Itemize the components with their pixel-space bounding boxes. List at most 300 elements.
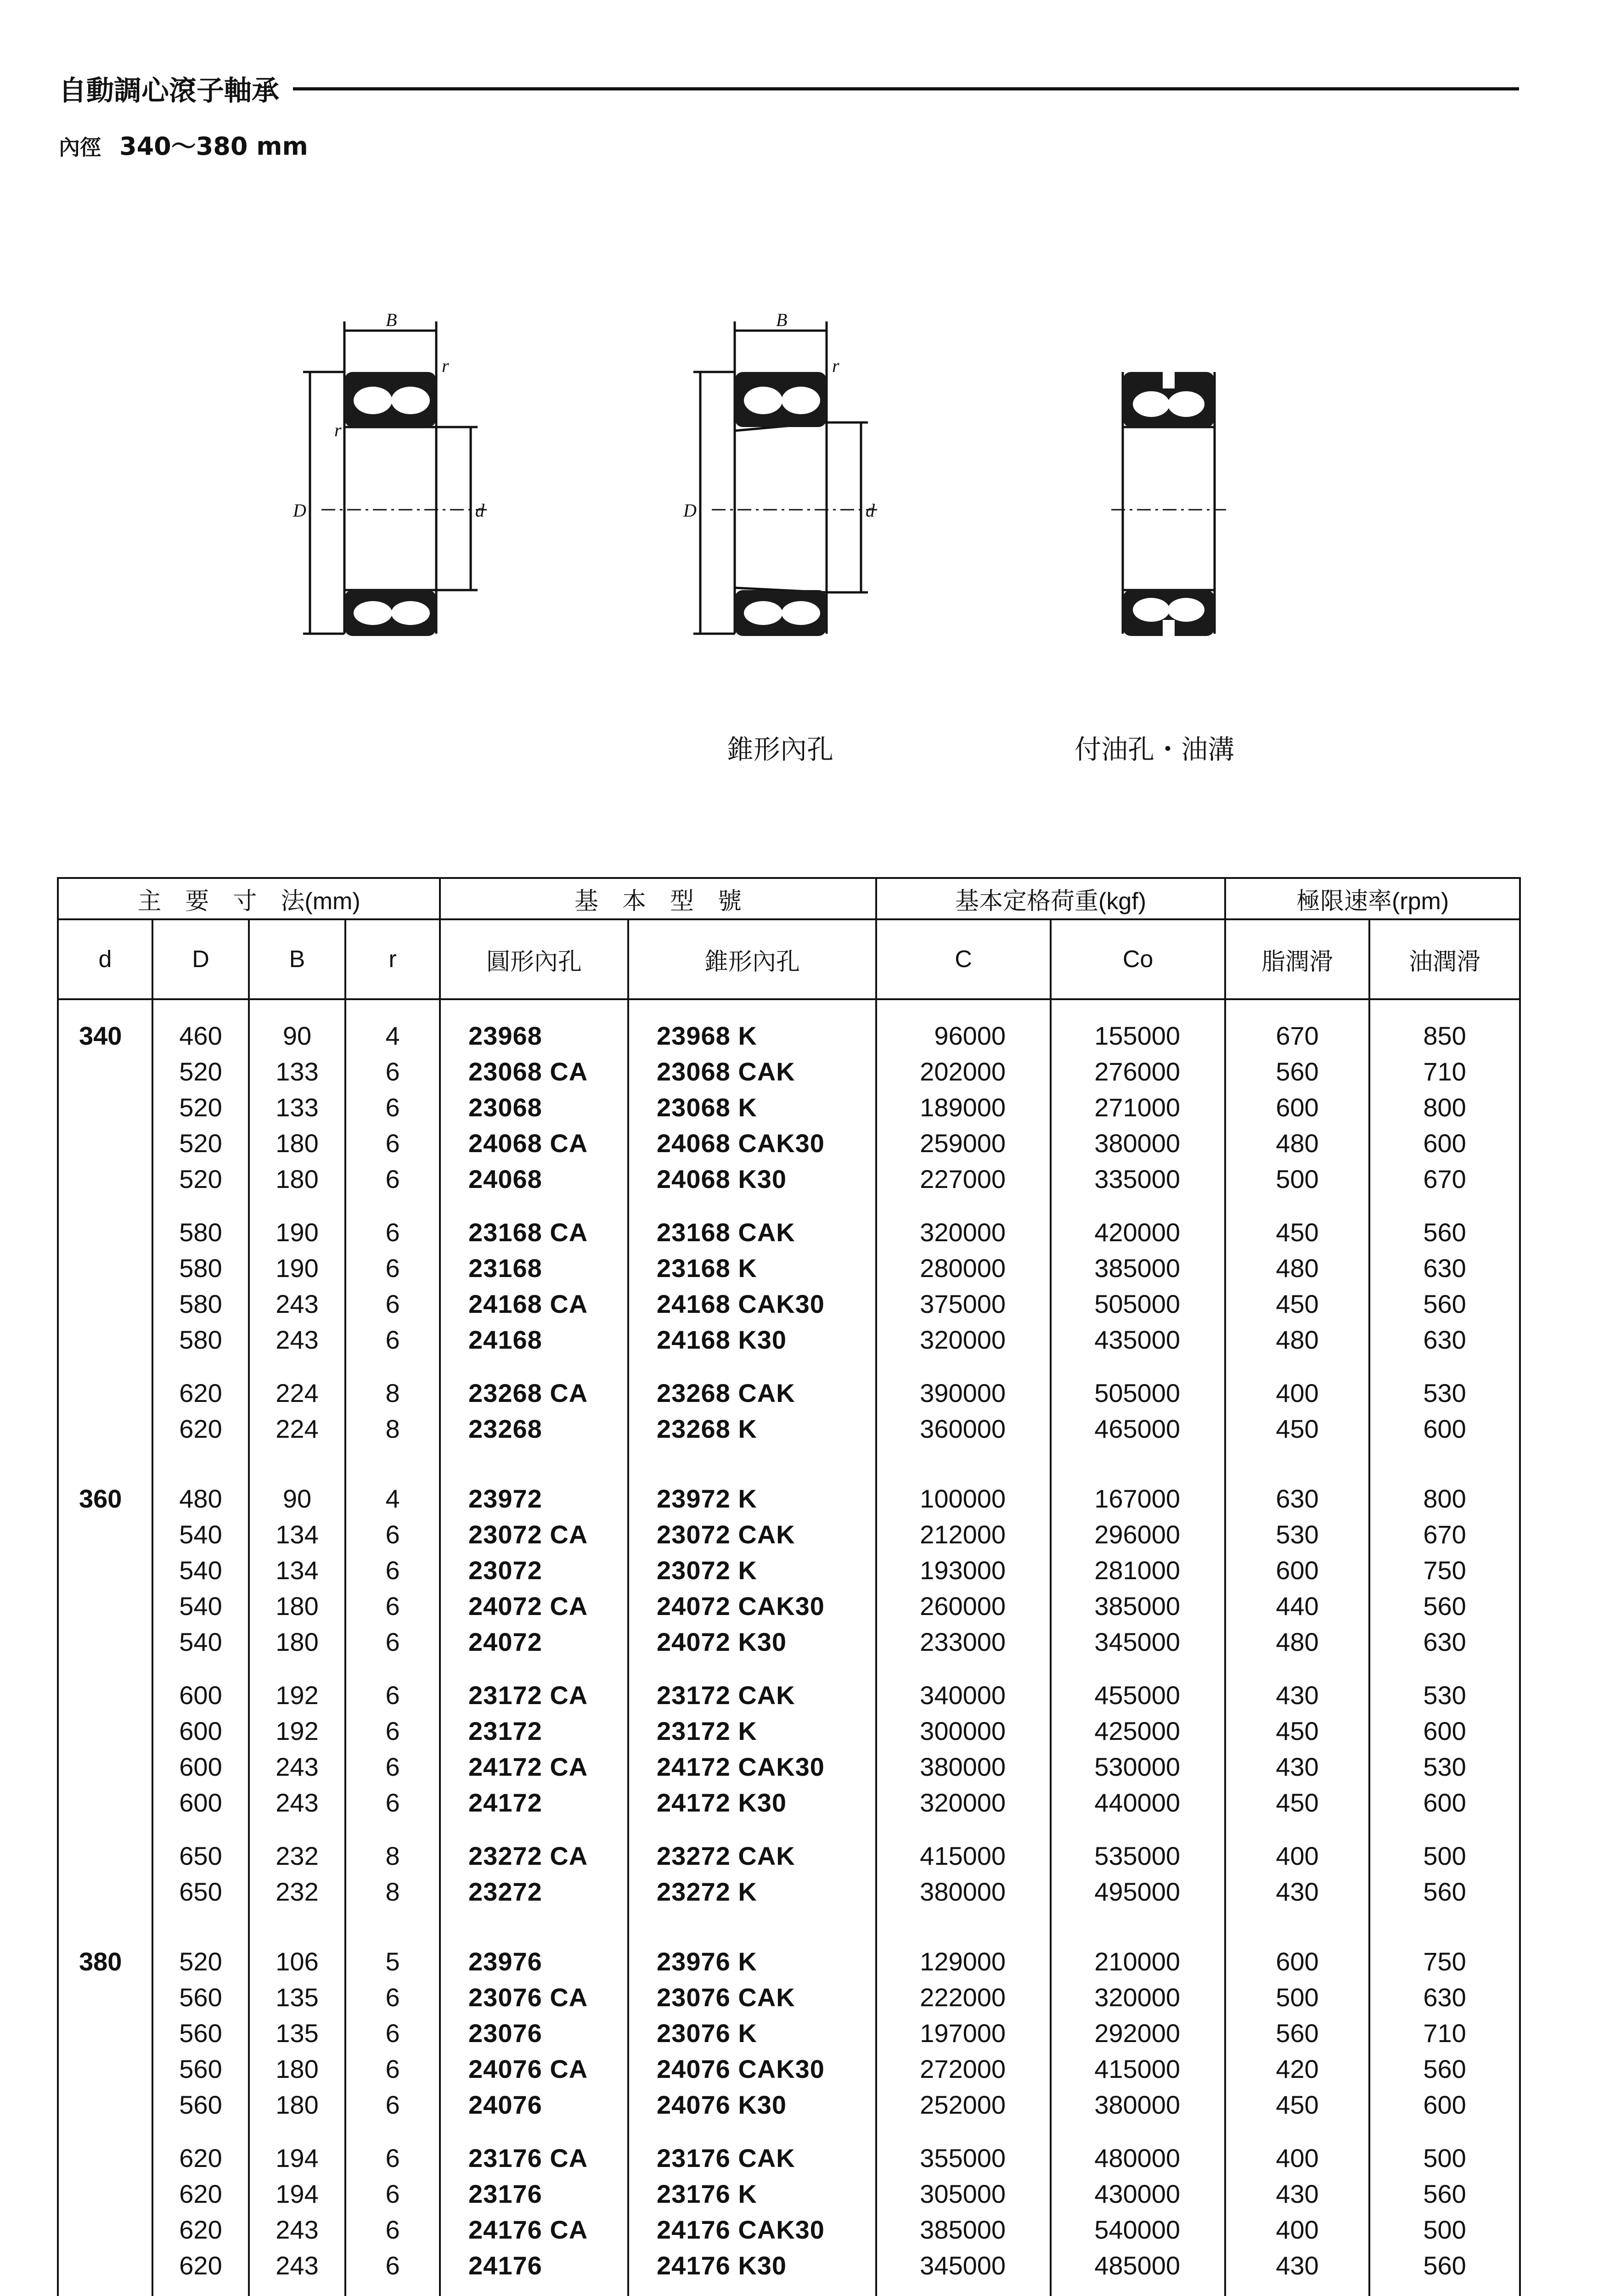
cell-o: 500 (1369, 2212, 1520, 2247)
cell-m1: 23272 CA (440, 1838, 628, 1874)
cell-r: 6 (345, 1214, 440, 1250)
cell-Co: 345000 (1051, 1624, 1225, 1660)
cell-r: 4 (345, 1480, 440, 1516)
cell-B: 243 (249, 1749, 345, 1784)
cell-d (58, 1322, 152, 1357)
cell-D: 620 (152, 2140, 249, 2176)
cell-B: 190 (249, 1250, 345, 1286)
cell-B: 180 (249, 2087, 345, 2122)
cell-d (58, 1411, 152, 1446)
cell-B: 232 (249, 1838, 345, 1874)
cell-Co: 380000 (1051, 1125, 1225, 1161)
cell-B: 192 (249, 1677, 345, 1713)
cell-C: 360000 (876, 1411, 1051, 1446)
cell-D: 580 (152, 1286, 249, 1322)
col-C: C (876, 919, 1051, 999)
cell-r: 8 (345, 1838, 440, 1874)
cell-m2: 23068 K (628, 1089, 876, 1125)
cell-d (58, 1677, 152, 1713)
cell-g: 400 (1225, 2212, 1369, 2247)
cell-o: 670 (1369, 1516, 1520, 1552)
cell-C: 320000 (876, 1214, 1051, 1250)
cell-d (58, 2247, 152, 2283)
cell-m2: 24168 CAK30 (628, 1286, 876, 1322)
cell-m1: 24068 (440, 1161, 628, 1197)
cell-Co: 335000 (1051, 1161, 1225, 1197)
table-row (58, 1784, 1520, 1820)
cell-m2: 23176 CAK (628, 2140, 876, 2176)
cell-g: 600 (1225, 1089, 1369, 1125)
cell-B: 224 (249, 1375, 345, 1411)
table-body (58, 999, 1520, 2296)
cell-B: 133 (249, 1089, 345, 1125)
cell-o: 850 (1369, 1018, 1520, 1053)
cell-r: 6 (345, 1979, 440, 2015)
cell-D: 520 (152, 1089, 249, 1125)
cell-d (58, 2140, 152, 2176)
cell-o: 600 (1369, 1411, 1520, 1446)
cell-B: 180 (249, 1161, 345, 1197)
cell-m2: 23272 CAK (628, 1838, 876, 1874)
cell-r: 6 (345, 1125, 440, 1161)
table-row (58, 1480, 1520, 1516)
table-row (58, 1053, 1520, 1089)
cell-D: 460 (152, 1018, 249, 1053)
cell-B: 190 (249, 1214, 345, 1250)
label-D-2: D (683, 500, 697, 521)
cell-g: 450 (1225, 1411, 1369, 1446)
cell-C: 96000 (876, 1018, 1051, 1053)
cell-C: 380000 (876, 1749, 1051, 1784)
table-row (58, 1713, 1520, 1749)
cell-r: 6 (345, 2176, 440, 2212)
cell-r: 6 (345, 1624, 440, 1660)
cell-d: 380 (58, 1943, 152, 1979)
cell-m1: 23068 CA (440, 1053, 628, 1089)
cell-m1: 23168 (440, 1250, 628, 1286)
table-row (58, 1214, 1520, 1250)
cell-Co: 485000 (1051, 2247, 1225, 2283)
cell-d (58, 1874, 152, 1909)
cell-o: 630 (1369, 1624, 1520, 1660)
cell-m1: 24176 CA (440, 2212, 628, 2247)
cell-Co: 292000 (1051, 2015, 1225, 2051)
label-B-2: B (776, 312, 788, 330)
page-header (59, 69, 1519, 162)
table-row (58, 1375, 1520, 1411)
cell-m2: 23176 K (628, 2176, 876, 2212)
cell-o: 560 (1369, 1286, 1520, 1322)
cell-C: 202000 (876, 1053, 1051, 1089)
cell-o: 750 (1369, 1943, 1520, 1979)
cell-B: 135 (249, 2015, 345, 2051)
page-title: 自動調心滾子軸承 (59, 75, 279, 107)
cell-Co: 296000 (1051, 1516, 1225, 1552)
cell-m1: 24068 CA (440, 1125, 628, 1161)
cell-m2: 24176 CAK30 (628, 2212, 876, 2247)
cell-B: 194 (249, 2140, 345, 2176)
cell-d (58, 1214, 152, 1250)
label-d-2: d (866, 500, 875, 521)
cell-D: 620 (152, 2247, 249, 2283)
cell-d: 340 (58, 1018, 152, 1053)
cell-d: 360 (58, 1480, 152, 1516)
cell-D: 650 (152, 1874, 249, 1909)
cell-m2: 24072 CAK30 (628, 1588, 876, 1624)
cell-C: 380000 (876, 1874, 1051, 1909)
col-grease: 脂潤滑 (1225, 919, 1369, 999)
cell-m2: 23172 CAK (628, 1677, 876, 1713)
cell-B: 180 (249, 1125, 345, 1161)
cell-m2: 23976 K (628, 1943, 876, 1979)
cell-C: 320000 (876, 1784, 1051, 1820)
cell-o: 630 (1369, 1322, 1520, 1357)
cell-Co: 276000 (1051, 1053, 1225, 1089)
cell-g: 400 (1225, 1375, 1369, 1411)
cell-Co: 420000 (1051, 1214, 1225, 1250)
cell-r: 6 (345, 1552, 440, 1588)
cell-d (58, 1552, 152, 1588)
cell-B: 243 (249, 2247, 345, 2283)
cell-d (58, 1053, 152, 1089)
cell-d (58, 1375, 152, 1411)
cell-C: 259000 (876, 1125, 1051, 1161)
cell-m1: 24076 CA (440, 2051, 628, 2087)
group-header-row (58, 878, 1520, 919)
cell-d (58, 1784, 152, 1820)
cell-C: 345000 (876, 2247, 1051, 2283)
table-row (58, 1250, 1520, 1286)
cell-B: 243 (249, 1784, 345, 1820)
cell-B: 180 (249, 2051, 345, 2087)
cell-m1: 24172 CA (440, 1749, 628, 1784)
cell-m1: 23272 (440, 1874, 628, 1909)
header-model: 基 本 型 號 (440, 878, 876, 919)
cell-m1: 24076 (440, 2087, 628, 2122)
row-spacer (58, 1357, 1520, 1375)
cell-r: 6 (345, 1322, 440, 1357)
cell-r: 8 (345, 1874, 440, 1909)
cell-m1: 23168 CA (440, 1214, 628, 1250)
cell-D: 540 (152, 1624, 249, 1660)
cell-o: 600 (1369, 1713, 1520, 1749)
cell-m2: 23072 CAK (628, 1516, 876, 1552)
cell-m1: 23176 CA (440, 2140, 628, 2176)
cell-D: 520 (152, 1053, 249, 1089)
cell-m1: 23172 (440, 1713, 628, 1749)
cell-r: 6 (345, 1749, 440, 1784)
cell-Co: 281000 (1051, 1552, 1225, 1588)
cell-m1: 24168 (440, 1322, 628, 1357)
cell-m2: 24076 K30 (628, 2087, 876, 2122)
row-spacer (58, 1820, 1520, 1838)
cell-m1: 23968 (440, 1018, 628, 1053)
table-row (58, 1161, 1520, 1197)
cell-B: 90 (249, 1480, 345, 1516)
cell-B: 243 (249, 1286, 345, 1322)
cell-m2: 24068 CAK30 (628, 1125, 876, 1161)
label-r: r (442, 355, 449, 376)
cell-r: 6 (345, 1286, 440, 1322)
cell-d (58, 1749, 152, 1784)
cell-D: 560 (152, 1979, 249, 2015)
cell-B: 243 (249, 1322, 345, 1357)
col-B: B (249, 919, 345, 999)
cell-r: 8 (345, 1411, 440, 1446)
cell-o: 600 (1369, 1125, 1520, 1161)
col-d: d (58, 919, 152, 999)
cell-g: 600 (1225, 1552, 1369, 1588)
diagram-cylindrical-bore (276, 312, 514, 661)
cell-r: 6 (345, 2087, 440, 2122)
table-row (58, 2140, 1520, 2176)
cell-C: 385000 (876, 2212, 1051, 2247)
table-row (58, 1943, 1520, 1979)
cell-r: 6 (345, 2140, 440, 2176)
diagram-oil-groove (1102, 358, 1231, 661)
cell-g: 400 (1225, 2140, 1369, 2176)
cell-D: 620 (152, 1375, 249, 1411)
cell-m2: 23172 K (628, 1713, 876, 1749)
row-spacer (58, 1660, 1520, 1677)
cell-m1: 24168 CA (440, 1286, 628, 1322)
column-header-row (58, 919, 1520, 999)
cell-C: 197000 (876, 2015, 1051, 2051)
cell-C: 260000 (876, 1588, 1051, 1624)
cell-B: 180 (249, 1588, 345, 1624)
cell-m2: 23168 K (628, 1250, 876, 1286)
cell-Co: 167000 (1051, 1480, 1225, 1516)
row-spacer (58, 1197, 1520, 1214)
row-spacer (58, 2122, 1520, 2140)
col-round-bore: 圓形內孔 (440, 919, 628, 999)
cell-B: 133 (249, 1053, 345, 1089)
subtitle-label: 內徑 (59, 135, 101, 160)
col-oil: 油潤滑 (1369, 919, 1520, 999)
cell-D: 620 (152, 2176, 249, 2212)
header-speed: 極限速率(rpm) (1225, 878, 1520, 919)
cell-D: 580 (152, 1322, 249, 1357)
cell-d (58, 1089, 152, 1125)
header-dims: 主 要 寸 法(mm) (58, 878, 440, 919)
cell-g: 450 (1225, 2087, 1369, 2122)
cell-Co: 440000 (1051, 1784, 1225, 1820)
cell-m1: 23076 CA (440, 1979, 628, 2015)
cell-D: 600 (152, 1749, 249, 1784)
cell-m1: 23268 CA (440, 1375, 628, 1411)
col-D: D (152, 919, 249, 999)
cell-D: 620 (152, 2212, 249, 2247)
cell-r: 6 (345, 1677, 440, 1713)
table-row (58, 1874, 1520, 1909)
cell-B: 135 (249, 1979, 345, 2015)
cell-g: 500 (1225, 1161, 1369, 1197)
cell-o: 750 (1369, 1552, 1520, 1588)
cell-D: 520 (152, 1125, 249, 1161)
cell-o: 560 (1369, 1214, 1520, 1250)
cell-D: 540 (152, 1588, 249, 1624)
cell-Co: 385000 (1051, 1250, 1225, 1286)
caption-oil-groove: 付油孔・油溝 (1075, 734, 1235, 765)
cell-Co: 210000 (1051, 1943, 1225, 1979)
cell-m1: 24172 (440, 1784, 628, 1820)
cell-Co: 465000 (1051, 1411, 1225, 1446)
cell-D: 560 (152, 2051, 249, 2087)
cell-C: 212000 (876, 1516, 1051, 1552)
cell-D: 540 (152, 1552, 249, 1588)
page-subtitle (59, 127, 1519, 162)
cell-C: 355000 (876, 2140, 1051, 2176)
cell-C: 129000 (876, 1943, 1051, 1979)
cell-C: 320000 (876, 1322, 1051, 1357)
table-row (58, 1588, 1520, 1624)
cell-o: 710 (1369, 1053, 1520, 1089)
cell-Co: 455000 (1051, 1677, 1225, 1713)
cell-m1: 23176 (440, 2176, 628, 2212)
cell-m2: 24068 K30 (628, 1161, 876, 1197)
cell-m2: 24176 K30 (628, 2247, 876, 2283)
cell-o: 630 (1369, 1250, 1520, 1286)
label-r-inner: r (334, 420, 342, 440)
cell-C: 100000 (876, 1480, 1051, 1516)
cell-D: 540 (152, 1516, 249, 1552)
cell-r: 6 (345, 2015, 440, 2051)
caption-tapered-bore: 錐形內孔 (727, 734, 834, 765)
cell-m2: 24072 K30 (628, 1624, 876, 1660)
cell-C: 252000 (876, 2087, 1051, 2122)
cell-C: 300000 (876, 1713, 1051, 1749)
cell-m1: 23172 CA (440, 1677, 628, 1713)
cell-C: 340000 (876, 1677, 1051, 1713)
cell-C: 193000 (876, 1552, 1051, 1588)
cell-g: 560 (1225, 1053, 1369, 1089)
table-row (58, 2212, 1520, 2247)
cell-g: 450 (1225, 1214, 1369, 1250)
cell-m2: 23076 CAK (628, 1979, 876, 2015)
cell-C: 280000 (876, 1250, 1051, 1286)
cell-r: 5 (345, 1943, 440, 1979)
cell-r: 6 (345, 1053, 440, 1089)
col-tapered-bore: 錐形內孔 (628, 919, 876, 999)
cell-D: 580 (152, 1250, 249, 1286)
cell-r: 6 (345, 1784, 440, 1820)
cell-Co: 480000 (1051, 2140, 1225, 2176)
cell-D: 650 (152, 1838, 249, 1874)
title-rule (293, 87, 1519, 90)
table-row (58, 1089, 1520, 1125)
cell-d (58, 1838, 152, 1874)
cell-C: 305000 (876, 2176, 1051, 2212)
cell-g: 450 (1225, 1713, 1369, 1749)
cell-r: 4 (345, 1018, 440, 1053)
cell-d (58, 1624, 152, 1660)
cell-d (58, 2176, 152, 2212)
cell-m2: 23968 K (628, 1018, 876, 1053)
cell-B: 243 (249, 2212, 345, 2247)
table-row (58, 1552, 1520, 1588)
cell-d (58, 1286, 152, 1322)
cell-m2: 24172 CAK30 (628, 1749, 876, 1784)
table-row (58, 1125, 1520, 1161)
cell-o: 800 (1369, 1480, 1520, 1516)
cell-Co: 505000 (1051, 1375, 1225, 1411)
cell-m2: 23068 CAK (628, 1053, 876, 1089)
cell-C: 222000 (876, 1979, 1051, 2015)
label-d: d (475, 500, 484, 521)
cell-o: 560 (1369, 2051, 1520, 2087)
cell-o: 630 (1369, 1979, 1520, 2015)
table-row (58, 2051, 1520, 2087)
cell-B: 192 (249, 1713, 345, 1749)
cell-C: 272000 (876, 2051, 1051, 2087)
cell-Co: 320000 (1051, 1979, 1225, 2015)
cell-B: 232 (249, 1874, 345, 1909)
cell-g: 440 (1225, 1588, 1369, 1624)
cell-m2: 23268 CAK (628, 1375, 876, 1411)
diagram-tapered-bore (666, 312, 905, 661)
col-r: r (345, 919, 440, 999)
cell-g: 430 (1225, 2247, 1369, 2283)
cell-B: 90 (249, 1018, 345, 1053)
cell-r: 6 (345, 2247, 440, 2283)
table-row (58, 1286, 1520, 1322)
cell-g: 450 (1225, 1784, 1369, 1820)
table-row (58, 1838, 1520, 1874)
cell-Co: 535000 (1051, 1838, 1225, 1874)
cell-o: 560 (1369, 2247, 1520, 2283)
cell-Co: 155000 (1051, 1018, 1225, 1053)
bearing-spec-table (57, 877, 1521, 2296)
cell-g: 430 (1225, 1677, 1369, 1713)
cell-D: 600 (152, 1713, 249, 1749)
cell-B: 134 (249, 1552, 345, 1588)
table-row (58, 1516, 1520, 1552)
cell-D: 600 (152, 1784, 249, 1820)
cell-o: 560 (1369, 1588, 1520, 1624)
cell-r: 6 (345, 2051, 440, 2087)
cell-o: 560 (1369, 1874, 1520, 1909)
cell-D: 560 (152, 2087, 249, 2122)
cell-m1: 23072 (440, 1552, 628, 1588)
label-B: B (386, 312, 397, 330)
cell-Co: 385000 (1051, 1588, 1225, 1624)
row-spacer (58, 2283, 1520, 2296)
cell-g: 420 (1225, 2051, 1369, 2087)
cell-m2: 23272 K (628, 1874, 876, 1909)
cell-B: 134 (249, 1516, 345, 1552)
cell-Co: 425000 (1051, 1713, 1225, 1749)
cell-C: 375000 (876, 1286, 1051, 1322)
cell-d (58, 1161, 152, 1197)
row-spacer (58, 1446, 1520, 1480)
cell-g: 400 (1225, 1838, 1369, 1874)
cell-m2: 24172 K30 (628, 1784, 876, 1820)
cell-D: 520 (152, 1943, 249, 1979)
cell-d (58, 1588, 152, 1624)
cell-g: 560 (1225, 2015, 1369, 2051)
cell-m2: 23072 K (628, 1552, 876, 1588)
cell-C: 227000 (876, 1161, 1051, 1197)
cell-Co: 495000 (1051, 1874, 1225, 1909)
cell-B: 194 (249, 2176, 345, 2212)
cell-m1: 23072 CA (440, 1516, 628, 1552)
cell-C: 415000 (876, 1838, 1051, 1874)
table-row (58, 2087, 1520, 2122)
label-D: D (293, 500, 306, 521)
cell-r: 8 (345, 1375, 440, 1411)
cell-Co: 435000 (1051, 1322, 1225, 1357)
cell-Co: 505000 (1051, 1286, 1225, 1322)
